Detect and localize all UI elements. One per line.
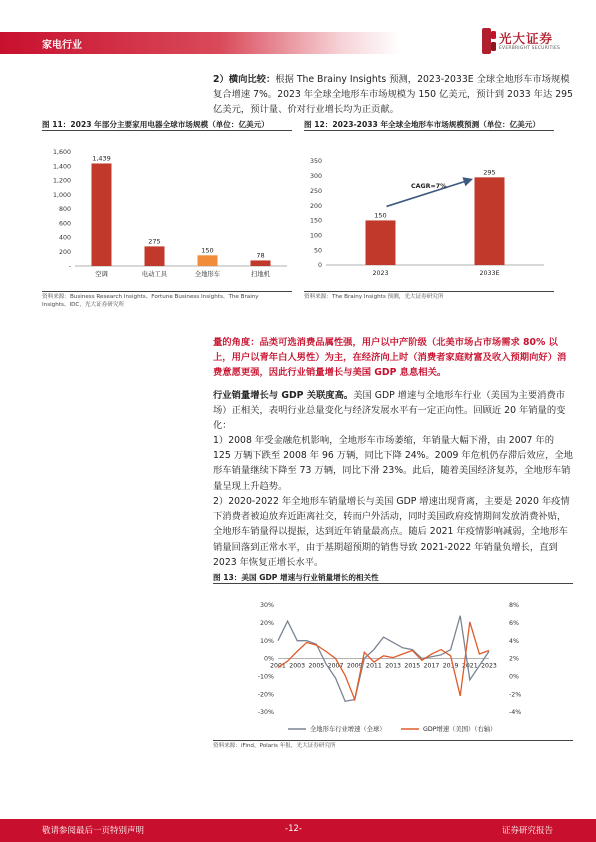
bar-value-label: 275: [148, 237, 161, 246]
y-tick-label: 1,000: [52, 191, 71, 199]
y-tick-label: 1,200: [52, 177, 71, 185]
bar-value-label: 1,439: [92, 154, 111, 163]
page-number: -12-: [285, 824, 302, 834]
y-tick-label: 1,600: [52, 149, 71, 157]
paragraph-2008-crisis: 1）2008 年受金融危机影响，全地形车市场萎缩，年销量大幅下滑，由 2007 年的 125 万辆下跌至 2008 年 96 万辆，同比下降 24%。2009 年危机仍存滞后效应，全地形车销量继续下降至 73 万辆，同比下滑 23%。此后，随着美国经济复苏，全地形车销量呈现上升趋势。: [213, 435, 573, 492]
legend-label-atv-growth: 全地形车行业增速（全球）: [310, 726, 386, 733]
x-tick-label: 2001: [270, 662, 286, 670]
legend-label-us-gdp: GDP增速（美国）（右轴）: [423, 726, 497, 733]
x-tick-label: 2023: [372, 270, 389, 277]
bar-电动工具: [145, 246, 165, 266]
right-y-tick-label: 6%: [509, 620, 519, 628]
y-tick-label: 200: [309, 202, 322, 210]
footer-bar: [0, 819, 596, 842]
x-tick-label: 扫地机: [251, 271, 270, 278]
bar-2033E: [475, 177, 505, 265]
y-tick-label: 250: [309, 187, 322, 195]
bar-value-label: 78: [256, 251, 265, 260]
y-tick-label: 800: [58, 206, 71, 214]
x-tick-label: 空调: [95, 271, 108, 278]
right-y-tick-label: -2%: [509, 691, 522, 699]
bar-2023: [366, 220, 396, 265]
x-tick-label: 2011: [366, 662, 382, 670]
paragraph-horizontal-comparison: [213, 72, 573, 118]
footer-report-type: 证券研究报告: [502, 826, 554, 836]
x-tick-label: 2015: [404, 662, 421, 670]
y-tick-label: 150: [309, 217, 322, 225]
figure-11-rule: [42, 130, 292, 131]
paragraph-volume-angle: 量的角度：品类可选消费品属性强，用户以中产阶级（北美市场占市场需求 80% 以上，用户以青年白人男性）为主，在经济向上时（消费者家庭财富及收入预期向好）消费意愿更强，因此行业销量增长与美国 GDP 息息相关。: [213, 337, 567, 379]
figure-11-chart: [42, 134, 292, 290]
paragraph-gdp-correlation: [213, 388, 573, 434]
figure-13-source: 资料来源：iFind，Polaris 年报，光大证券研究所: [213, 743, 336, 749]
brand-logo: [482, 28, 582, 58]
bar-全地形车: [198, 255, 218, 266]
figure-12-chart: [304, 134, 554, 290]
y-tick-label: 350: [309, 158, 322, 166]
left-y-tick-label: -30%: [257, 709, 274, 717]
bar-value-label: 150: [201, 246, 214, 255]
y-tick-label: 1,400: [52, 163, 71, 171]
y-tick-label: 200: [58, 248, 71, 256]
bar-value-label: 295: [483, 168, 496, 177]
right-y-tick-label: 0%: [509, 673, 519, 681]
section-title: 家电行业: [42, 40, 82, 51]
left-y-tick-label: 0%: [264, 655, 274, 663]
paragraph-lead: 2）横向比较：: [213, 74, 276, 85]
paragraph-lead: 行业销量增长与 GDP 关联度高。: [213, 390, 354, 401]
figure-11-source: 资料来源：Business Research Insights、Fortune Business Insights、The Brainy Insights、IDC，光大证券研究所: [42, 294, 259, 308]
x-tick-label: 2003: [289, 662, 306, 670]
y-tick-label: 0: [317, 262, 322, 270]
paragraph-body: 根据 The Brainy Insights 预测，2023-2033E 全球全地形车市场规模复合增速 7%。2023 年全球全地形车市场规模为 150 亿美元，预计到 2033 年达 295 亿美元，预计量、价对行业增长均为正贡献。: [213, 74, 573, 116]
figure-13-title: 图 13：美国 GDP 增速与行业销量增长的相关性: [213, 573, 379, 582]
brand-name-cn: 光大证券: [499, 31, 554, 46]
bar-空调: [92, 163, 112, 266]
right-y-tick-label: 2%: [509, 655, 519, 663]
figure-13-chart: [213, 590, 573, 740]
x-tick-label: 2019: [442, 662, 459, 670]
figure-11-bottom-rule: [42, 291, 292, 292]
x-tick-label: 全地形车: [194, 271, 221, 278]
right-y-tick-label: -4%: [509, 709, 522, 717]
bar-value-label: 150: [374, 211, 387, 220]
figure-12-rule: [304, 130, 554, 131]
brand-logo-icon: [482, 28, 496, 54]
brand-name-en: EVERBRIGHT SECURITIES: [499, 46, 561, 51]
x-tick-label: 2005: [308, 662, 325, 670]
right-y-tick-label: 8%: [509, 602, 519, 610]
x-tick-label: 2017: [423, 662, 440, 670]
x-tick-label: 2007: [327, 662, 344, 670]
figure-13-bottom-rule: [213, 740, 573, 741]
y-tick-label: 600: [58, 220, 71, 228]
y-tick-label: -: [68, 263, 71, 271]
figure-12-bottom-rule: [304, 291, 554, 292]
x-tick-label: 2021: [461, 662, 478, 670]
figure-12-source: 资料来源：The Brainy Insights 预测，光大证券研究所: [304, 294, 444, 300]
y-tick-label: 100: [309, 232, 322, 240]
x-tick-label: 电动工具: [141, 271, 168, 278]
paragraph-body: 美国 GDP 增速与全地形车行业（美国为主要消费市场）正相关，表明行业总量变化与经济发展水平有一定正向性。回顾近 20 年销量的变化：: [213, 390, 566, 432]
y-tick-label: 50: [313, 247, 322, 255]
cagr-annotation: CAGR=7%: [411, 182, 447, 190]
left-y-tick-label: 20%: [260, 620, 274, 628]
series-line-us-gdp: [278, 622, 489, 700]
y-tick-label: 400: [58, 234, 71, 242]
y-tick-label: 300: [309, 173, 322, 181]
footer-disclaimer-link[interactable]: 敬请参阅最后一页特别声明: [42, 826, 145, 836]
left-y-tick-label: 30%: [260, 602, 274, 610]
left-y-tick-label: -20%: [257, 691, 274, 699]
bar-扫地机: [251, 260, 271, 266]
x-tick-label: 2023: [481, 662, 497, 670]
paragraph-2020-2022: 2）2020-2022 年全地形车销量增长与美国 GDP 增速出现背离，主要是 2020 年疫情下消费者被迫放弃近距离社交，转而户外活动，同时美国政府疫情期间发放消费补贴，全地形车销量得以提振，达到近年销量最高点。随后 2021 年疫情影响减弱，全地形车销量回落到正常水平，由于基期超预期的销售导致 2021-2022 年销量负增长，直到 2023 年恢复正增长水平。: [213, 496, 570, 568]
x-tick-label: 2009: [346, 662, 363, 670]
header-banner: [0, 32, 400, 54]
left-y-tick-label: -10%: [257, 673, 274, 681]
right-y-tick-label: 4%: [509, 637, 519, 645]
x-tick-label: 2013: [385, 662, 401, 670]
figure-11-title: 图 11：2023 年部分主要家用电器全球市场规模（单位：亿美元）: [42, 120, 269, 129]
x-tick-label: 2033E: [479, 270, 500, 277]
figure-12-title: 图 12：2023-2033 年全球全地形车市场规模预测（单位：亿美元）: [304, 120, 540, 129]
left-y-tick-label: 10%: [260, 637, 274, 645]
figure-13-rule: [213, 583, 573, 584]
